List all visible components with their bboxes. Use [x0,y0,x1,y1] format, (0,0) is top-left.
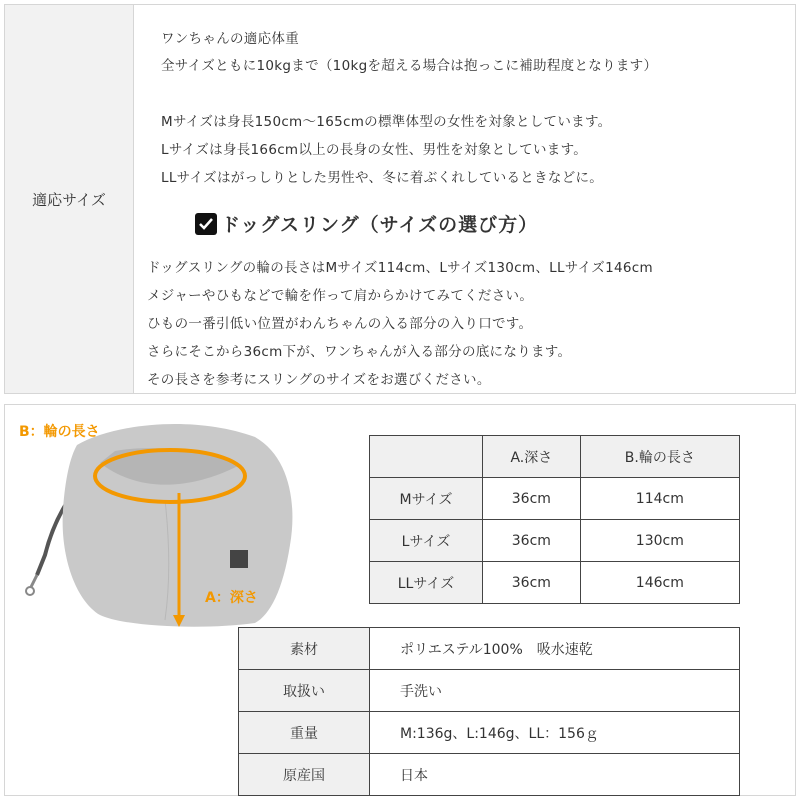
spec-table [238,627,740,796]
guide-heading [195,210,538,237]
table-cell: Lサイズ [370,520,483,562]
table-cell: 36cm [483,478,581,520]
spec-label: 重量 [239,712,370,754]
spec-value: 日本 [370,754,740,796]
size-info-content [133,5,795,393]
b-length-label: B：輪の長さ [19,424,100,440]
info-line: Lサイズは身長166cm以上の長身の女性、男性を対象としています。 [161,142,588,158]
info-line: ワンちゃんの適応体重 [161,31,299,47]
table-row [239,712,740,754]
spec-value: ポリエステル100% 吸水速乾 [370,628,740,670]
spec-value: 手洗い [370,670,740,712]
size-table [369,435,740,604]
table-cell: 36cm [483,562,581,604]
info-line: Mサイズは身長150cm～165cmの標準体型の女性を対象としています。 [161,114,612,130]
size-label: 適応サイズ [5,5,134,393]
table-header: A.深さ [483,436,581,478]
size-info-section [4,4,796,394]
guide-line: ドッグスリングの輪の長さはMサイズ114cm、Lサイズ130cm、LLサイズ146cm [147,260,653,276]
table-cell: 114cm [580,478,739,520]
info-line: LLサイズはがっしりとした男性や、冬に着ぶくれしているときなどに。 [161,170,604,186]
guide-line: メジャーやひもなどで輪を作って肩からかけてみてください。 [147,288,534,304]
table-row [239,628,740,670]
info-line: 全サイズともに10kgまで（10kgを超える場合は抱っこに補助程度となります） [161,58,658,74]
spec-value: M:136g、L:146g、LL：156ｇ [370,712,740,754]
table-row [370,520,740,562]
checkbox-icon [195,213,217,235]
table-row [370,562,740,604]
spec-section [4,404,796,796]
table-row [370,478,740,520]
a-depth-label: A：深さ [205,590,258,606]
guide-line: その長さを参考にスリングのサイズをお選びください。 [147,372,491,388]
table-cell: LLサイズ [370,562,483,604]
spec-label: 原産国 [239,754,370,796]
table-row [370,436,740,478]
table-header: B.輪の長さ [580,436,739,478]
table-cell: Mサイズ [370,478,483,520]
table-cell: 130cm [580,520,739,562]
table-row [239,670,740,712]
table-cell: 146cm [580,562,739,604]
guide-line: さらにそこから36cm下が、ワンちゃんが入る部分の底になります。 [147,344,572,360]
guide-heading-text: ドッグスリング（サイズの選び方） [221,214,539,236]
spec-label: 取扱い [239,670,370,712]
table-header [370,436,483,478]
table-row [239,754,740,796]
guide-line: ひもの一番引低い位置がわんちゃんの入る部分の入り口です。 [147,316,533,332]
table-cell: 36cm [483,520,581,562]
spec-label: 素材 [239,628,370,670]
